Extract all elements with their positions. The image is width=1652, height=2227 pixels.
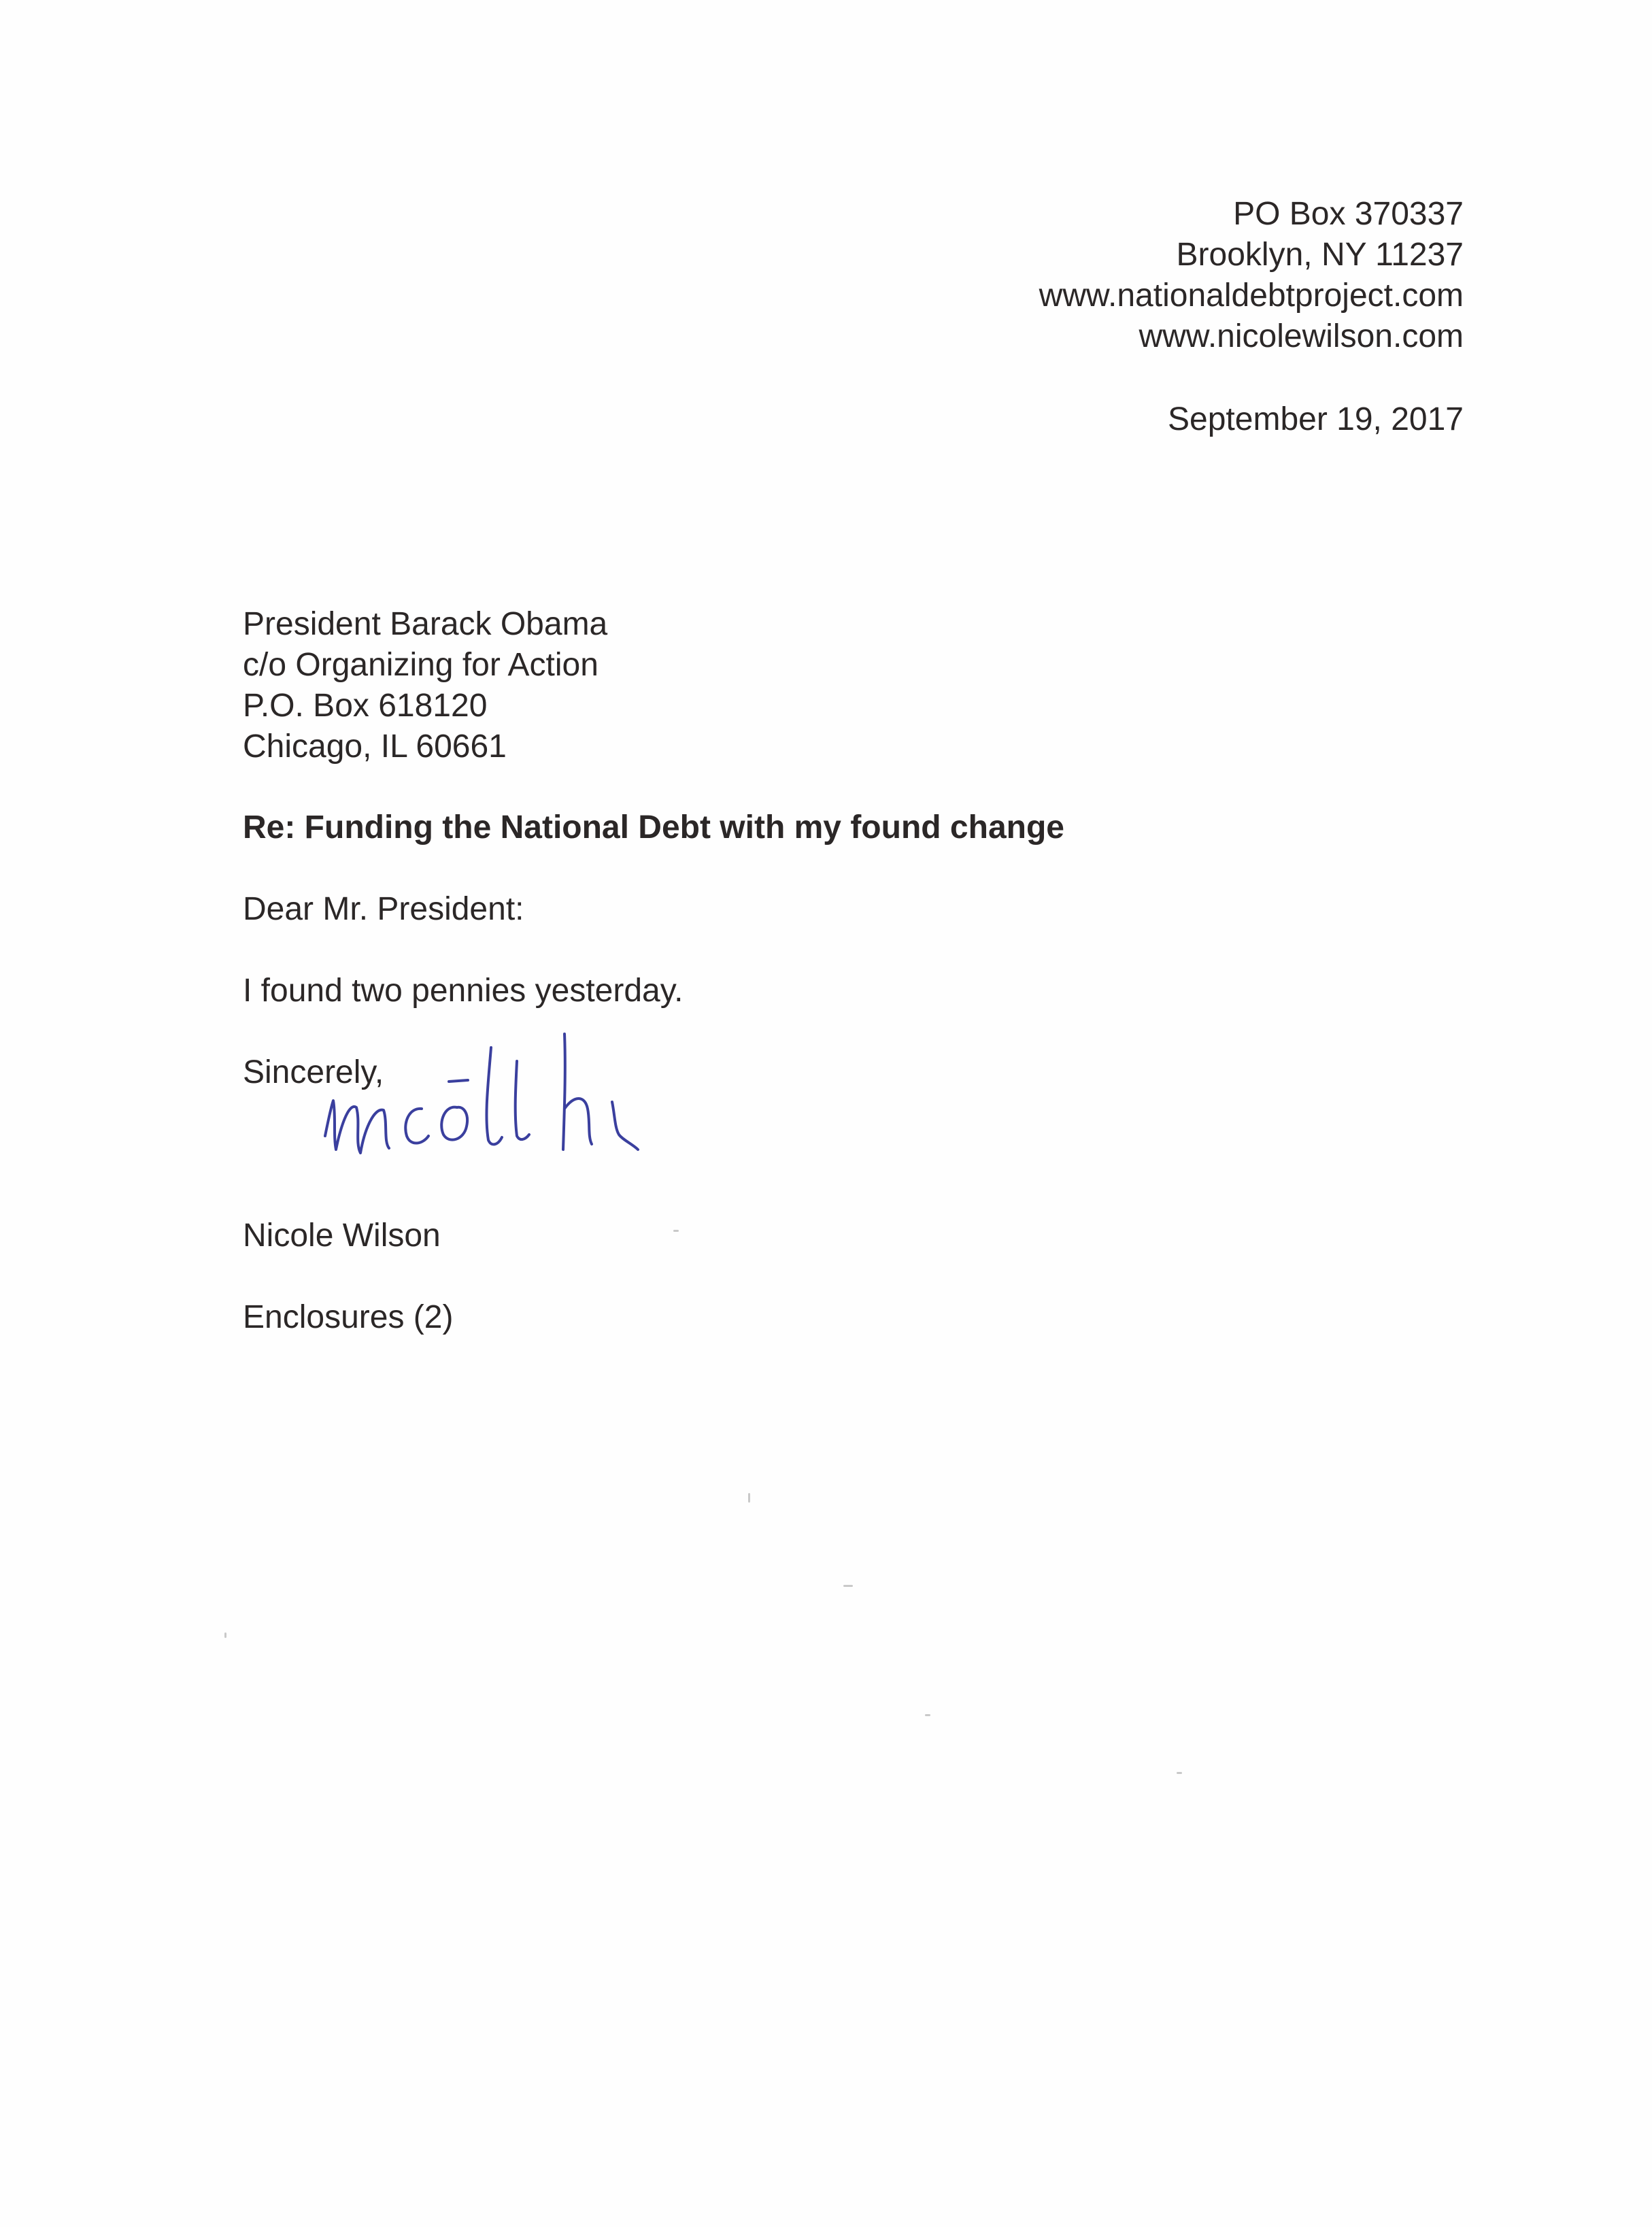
paper-speck	[1177, 1772, 1182, 1774]
sender-website-personal: www.nicolewilson.com	[1139, 318, 1464, 354]
paper-speck	[673, 1230, 679, 1232]
sender-po-box: PO Box 370337	[1233, 196, 1464, 232]
recipient-care-of: c/o Organizing for Action	[243, 647, 599, 683]
signer-name: Nicole Wilson	[243, 1218, 441, 1254]
salutation: Dear Mr. President:	[243, 891, 524, 927]
paper-speck	[843, 1585, 853, 1587]
subject-line: Re: Funding the National Debt with my found change	[243, 809, 1064, 845]
recipient-po-box: P.O. Box 618120	[243, 688, 488, 724]
letter-body: I found two pennies yesterday.	[243, 973, 684, 1009]
letter-date: September 19, 2017	[1168, 401, 1464, 437]
enclosures-note: Enclosures (2)	[243, 1299, 454, 1335]
recipient-name: President Barack Obama	[243, 606, 608, 642]
paper-speck	[748, 1493, 750, 1503]
recipient-city-state-zip: Chicago, IL 60661	[243, 729, 507, 765]
closing: Sincerely,	[243, 1054, 384, 1090]
paper-speck	[224, 1632, 226, 1638]
sender-address-block	[1039, 194, 1464, 357]
handwritten-signature	[313, 1020, 721, 1190]
sender-website-national-debt: www.nationaldebtproject.com	[1039, 278, 1464, 314]
sender-city-state-zip: Brooklyn, NY 11237	[1176, 237, 1464, 273]
paper-speck	[925, 1714, 930, 1716]
recipient-address-block	[243, 604, 607, 767]
